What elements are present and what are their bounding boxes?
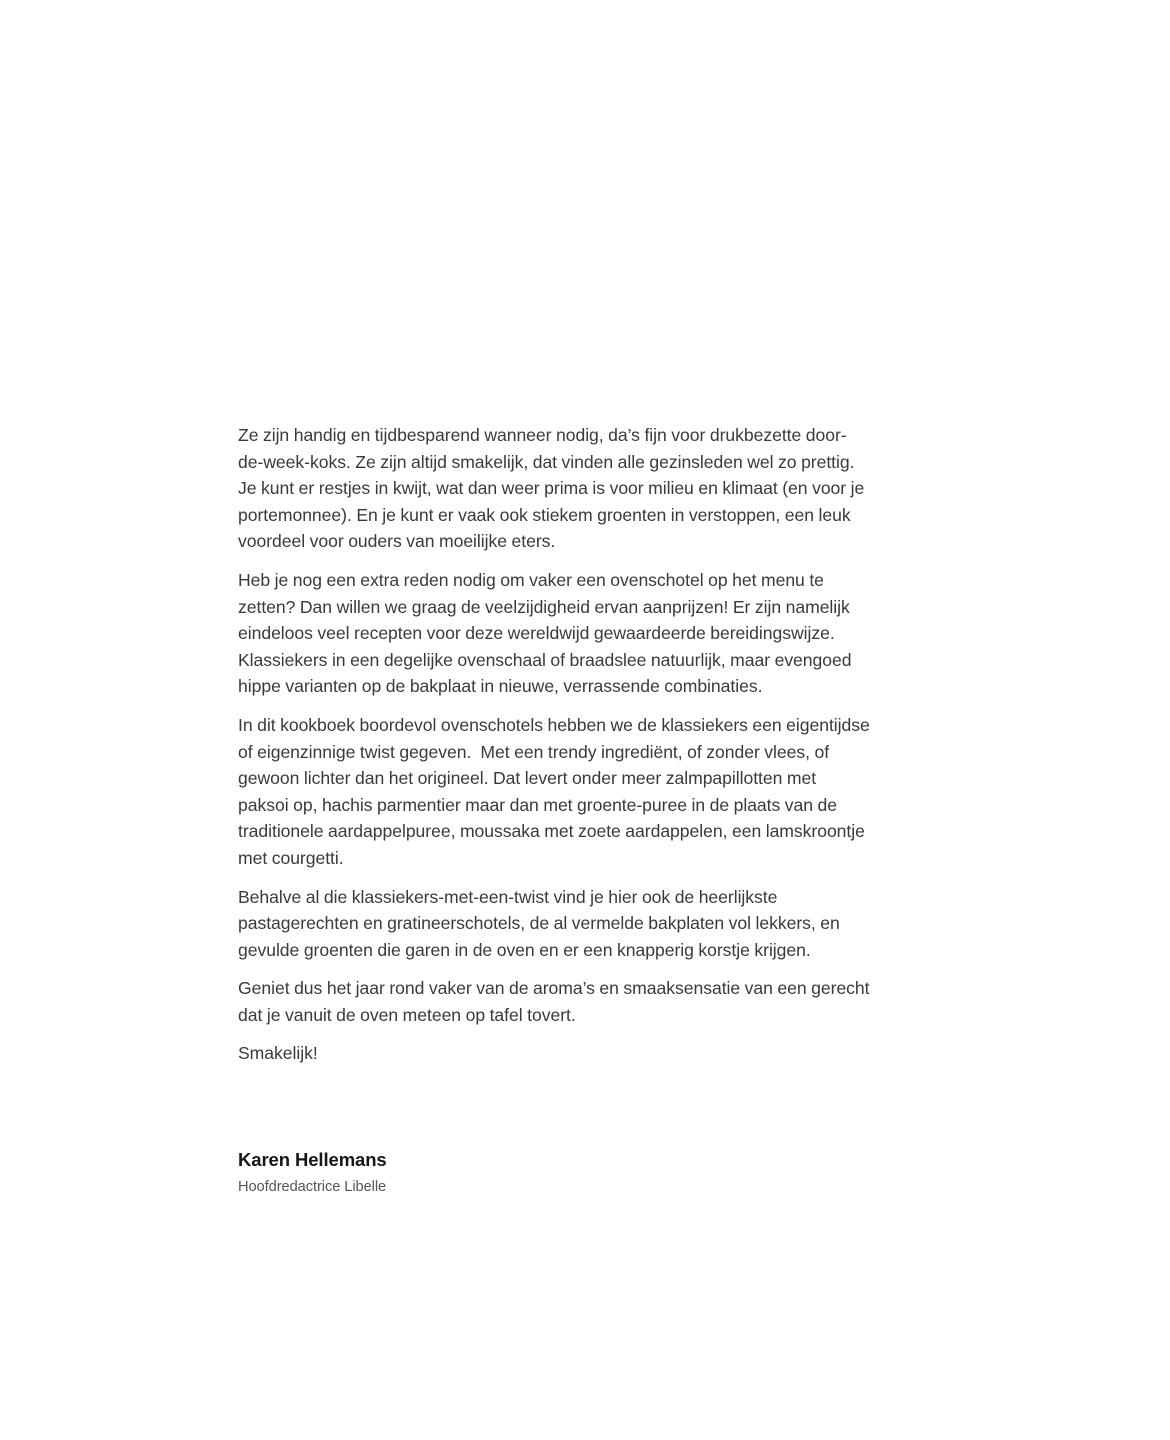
body-paragraph: Geniet dus het jaar rond vaker van de aroma’s en smaaksensatie van een gerecht dat je vanuit de oven meteen op tafel tovert. bbox=[238, 978, 875, 1025]
signature-author-name: Karen Hellemans bbox=[238, 1149, 387, 1170]
signature-author-role: Hoofdredactrice Libelle bbox=[238, 1179, 387, 1195]
body-paragraph: Smakelijk! bbox=[238, 1043, 318, 1064]
body-paragraph: In dit kookboek boordevol ovenschotels hebben we de klassiekers een eigentijdse of eigenzinnige twist gegeven. Met een trendy ingrediënt, of zonder vlees, of gewoon lichter dan het origineel. Dat levert onder meer zalmpapillotten met paksoi op, hachis parmentier maar dan met groente-puree in de plaats van de traditionele aardappelpuree, moussaka met zoete aardappelen, een lamskroontje met courgetti. bbox=[238, 714, 875, 868]
body-paragraph: Ze zijn handig en tijdbesparend wanneer nodig, da’s fijn voor drukbezette door-de-week-koks. Ze zijn altijd smakelijk, dat vinden alle gezinsleden wel zo prettig. Je kunt er restjes in kwijt, wat dan weer prima is voor milieu en klimaat (en voor je portemonnee). En je kunt er vaak ook stiekem groenten in verstoppen, een leuk voordeel voor ouders van moeilijke eters. bbox=[238, 425, 869, 552]
foreword-body bbox=[238, 422, 875, 1067]
body-paragraph: Behalve al die klassiekers-met-een-twist vind je hier ook de heerlijkste pastagerechten en gratineerschotels, de al vermelde bakplaten vol lekkers, en gevulde groenten die garen in de oven en er een knapperig korstje krijgen. bbox=[238, 886, 845, 960]
signature-block bbox=[238, 1147, 870, 1197]
body-paragraph: Heb je nog een extra reden nodig om vaker een ovenschotel op het menu te zetten? Dan willen we graag de veelzijdigheid ervan aanprijzen! Er zijn namelijk eindeloos veel recepten voor deze wereldwijd gewaardeerde bereidingswijze. Klassiekers in een degelijke ovenschaal of braadslee natuurlijk, maar evengoed hippe varianten op de bakplaat in nieuwe, verrassende combinaties. bbox=[238, 569, 857, 697]
